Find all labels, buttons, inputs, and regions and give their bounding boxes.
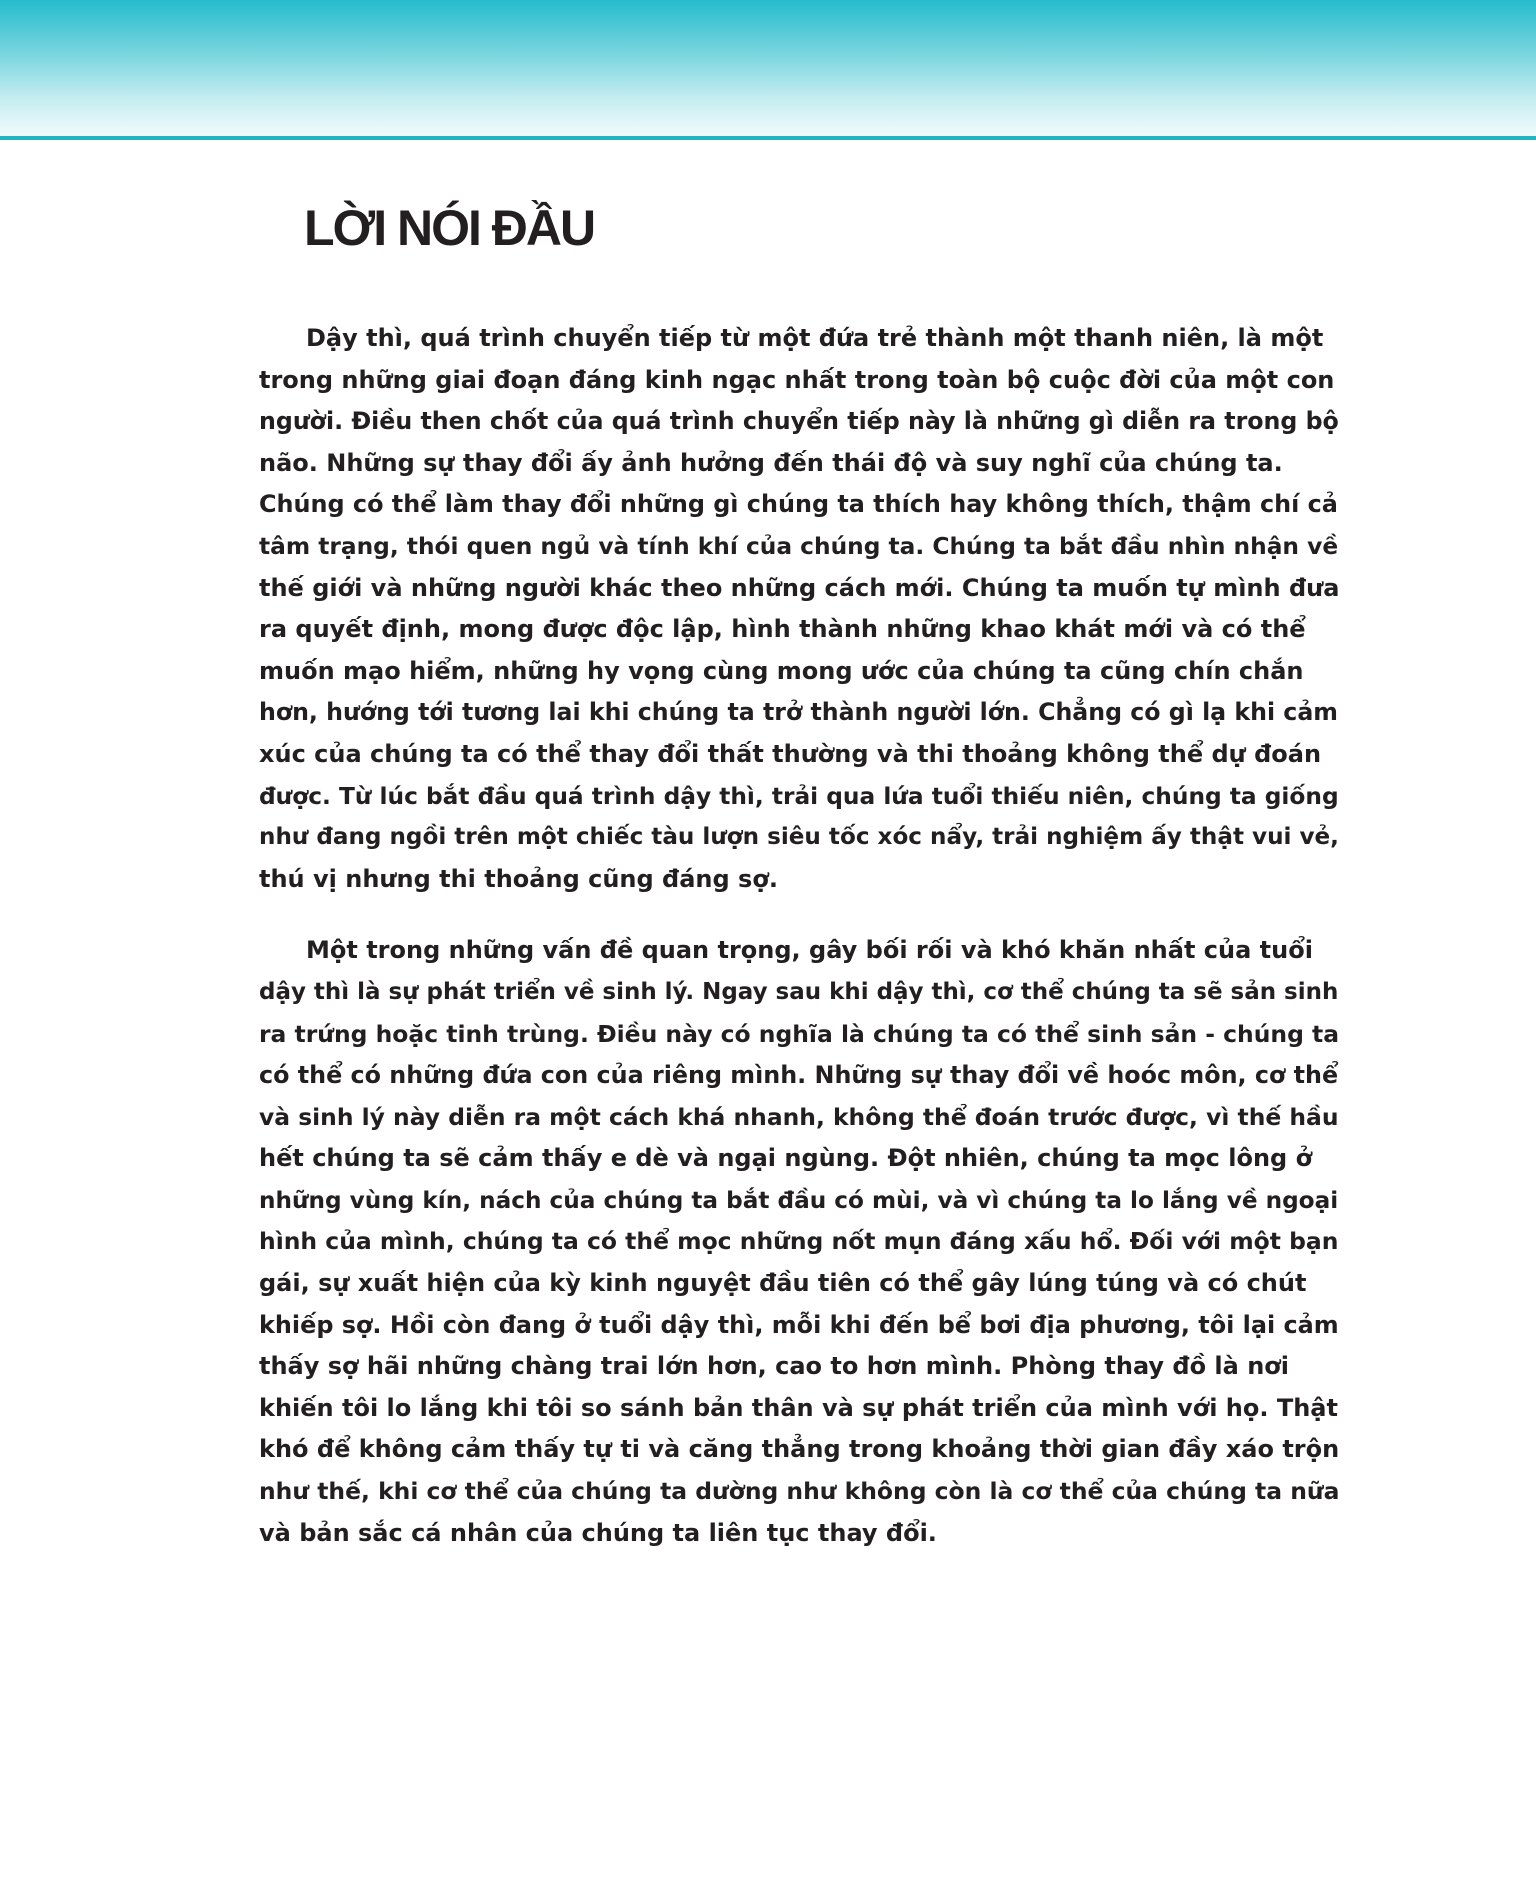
- page-title: LỜI NÓI ĐẦU: [304, 200, 595, 256]
- paragraph-line: tâm trạng, thói quen ngủ và tính khí của chúng ta. Chúng ta bắt đầu nhìn nhận về: [259, 532, 1339, 560]
- paragraph-line: hình của mình, chúng ta có thể mọc những nốt mụn đáng xấu hổ. Đối với một bạn: [259, 1227, 1339, 1256]
- paragraph-line: dậy thì là sự phát triển về sinh lý. Ngay sau khi dậy thì, cơ thể chúng ta sẽ sản sinh: [259, 978, 1339, 1005]
- paragraph-line: xúc của chúng ta có thể thay đổi thất thường và thi thoảng không thể dự đoán: [259, 739, 1322, 768]
- paragraph-line: não. Những sự thay đổi ấy ảnh hưởng đến thái độ và suy nghĩ của chúng ta.: [259, 448, 1283, 477]
- paragraph-line: được. Từ lúc bắt đầu quá trình dậy thì, trải qua lứa tuổi thiếu niên, chúng ta giống: [259, 782, 1339, 810]
- paragraph-line: trong những giai đoạn đáng kinh ngạc nhất trong toàn bộ cuộc đời của một con: [259, 365, 1335, 394]
- paragraph-1: [259, 318, 1339, 900]
- header-band: [0, 0, 1536, 136]
- paragraph-line: như đang ngồi trên một chiếc tàu lượn siêu tốc xóc nẩy, trải nghiệm ấy thật vui vẻ,: [259, 824, 1339, 851]
- paragraph-line: gái, sự xuất hiện của kỳ kinh nguyệt đầu tiên có thể gây lúng túng và có chút: [259, 1269, 1307, 1298]
- paragraph-line: Một trong những vấn đề quan trọng, gây bối rối và khó khăn nhất của tuổi: [306, 936, 1313, 965]
- paragraph-line: Chúng có thể làm thay đổi những gì chúng ta thích hay không thích, thậm chí cả: [259, 490, 1338, 519]
- paragraph-line: ra trứng hoặc tinh trùng. Điều này có nghĩa là chúng ta có thể sinh sản - chúng ta: [259, 1019, 1340, 1048]
- paragraph-line: có thể có những đứa con của riêng mình. Những sự thay đổi về hoóc môn, cơ thể: [259, 1061, 1339, 1090]
- paragraph-line: ra quyết định, mong được độc lập, hình thành những khao khát mới và có thể: [259, 615, 1306, 644]
- paragraph-line: khó để không cảm thấy tự ti và căng thẳng trong khoảng thời gian đầy xáo trộn: [259, 1435, 1340, 1464]
- paragraph-line: người. Điều then chốt của quá trình chuyển tiếp này là những gì diễn ra trong bộ: [259, 407, 1339, 436]
- paragraph-line: và bản sắc cá nhân của chúng ta liên tục thay đổi.: [259, 1518, 937, 1547]
- paragraph-line: như thế, khi cơ thể của chúng ta dường như không còn là cơ thể của chúng ta nữa: [259, 1477, 1340, 1506]
- paragraph-line: hơn, hướng tới tương lai khi chúng ta trở thành người lớn. Chẳng có gì lạ khi cảm: [259, 698, 1338, 727]
- paragraph-2: [259, 930, 1339, 1554]
- paragraph-line: Dậy thì, quá trình chuyển tiếp từ một đứa trẻ thành một thanh niên, là một: [306, 324, 1324, 352]
- paragraph-line: khiến tôi lo lắng khi tôi so sánh bản thân và sự phát triển của mình với họ. Thật: [259, 1393, 1338, 1422]
- header-rule: [0, 136, 1536, 140]
- paragraph-line: thấy sợ hãi những chàng trai lớn hơn, cao to hơn mình. Phòng thay đồ là nơi: [259, 1352, 1290, 1381]
- paragraph-line: muốn mạo hiểm, những hy vọng cùng mong ước của chúng ta cũng chín chắn: [259, 656, 1304, 685]
- paragraph-line: thế giới và những người khác theo những cách mới. Chúng ta muốn tự mình đưa: [259, 573, 1340, 602]
- paragraph-line: những vùng kín, nách của chúng ta bắt đầu có mùi, và vì chúng ta lo lắng về ngoại: [259, 1186, 1339, 1214]
- body-text: [259, 318, 1339, 1554]
- paragraph-line: và sinh lý này diễn ra một cách khá nhanh, không thể đoán trước được, vì thế hầu: [259, 1102, 1339, 1131]
- paragraph-line: hết chúng ta sẽ cảm thấy e dè và ngại ngùng. Đột nhiên, chúng ta mọc lông ở: [259, 1144, 1313, 1173]
- paragraph-line: thú vị nhưng thi thoảng cũng đáng sợ.: [259, 864, 778, 893]
- paragraph-line: khiếp sợ. Hồi còn đang ở tuổi dậy thì, mỗi khi đến bể bơi địa phương, tôi lại cảm: [259, 1310, 1339, 1339]
